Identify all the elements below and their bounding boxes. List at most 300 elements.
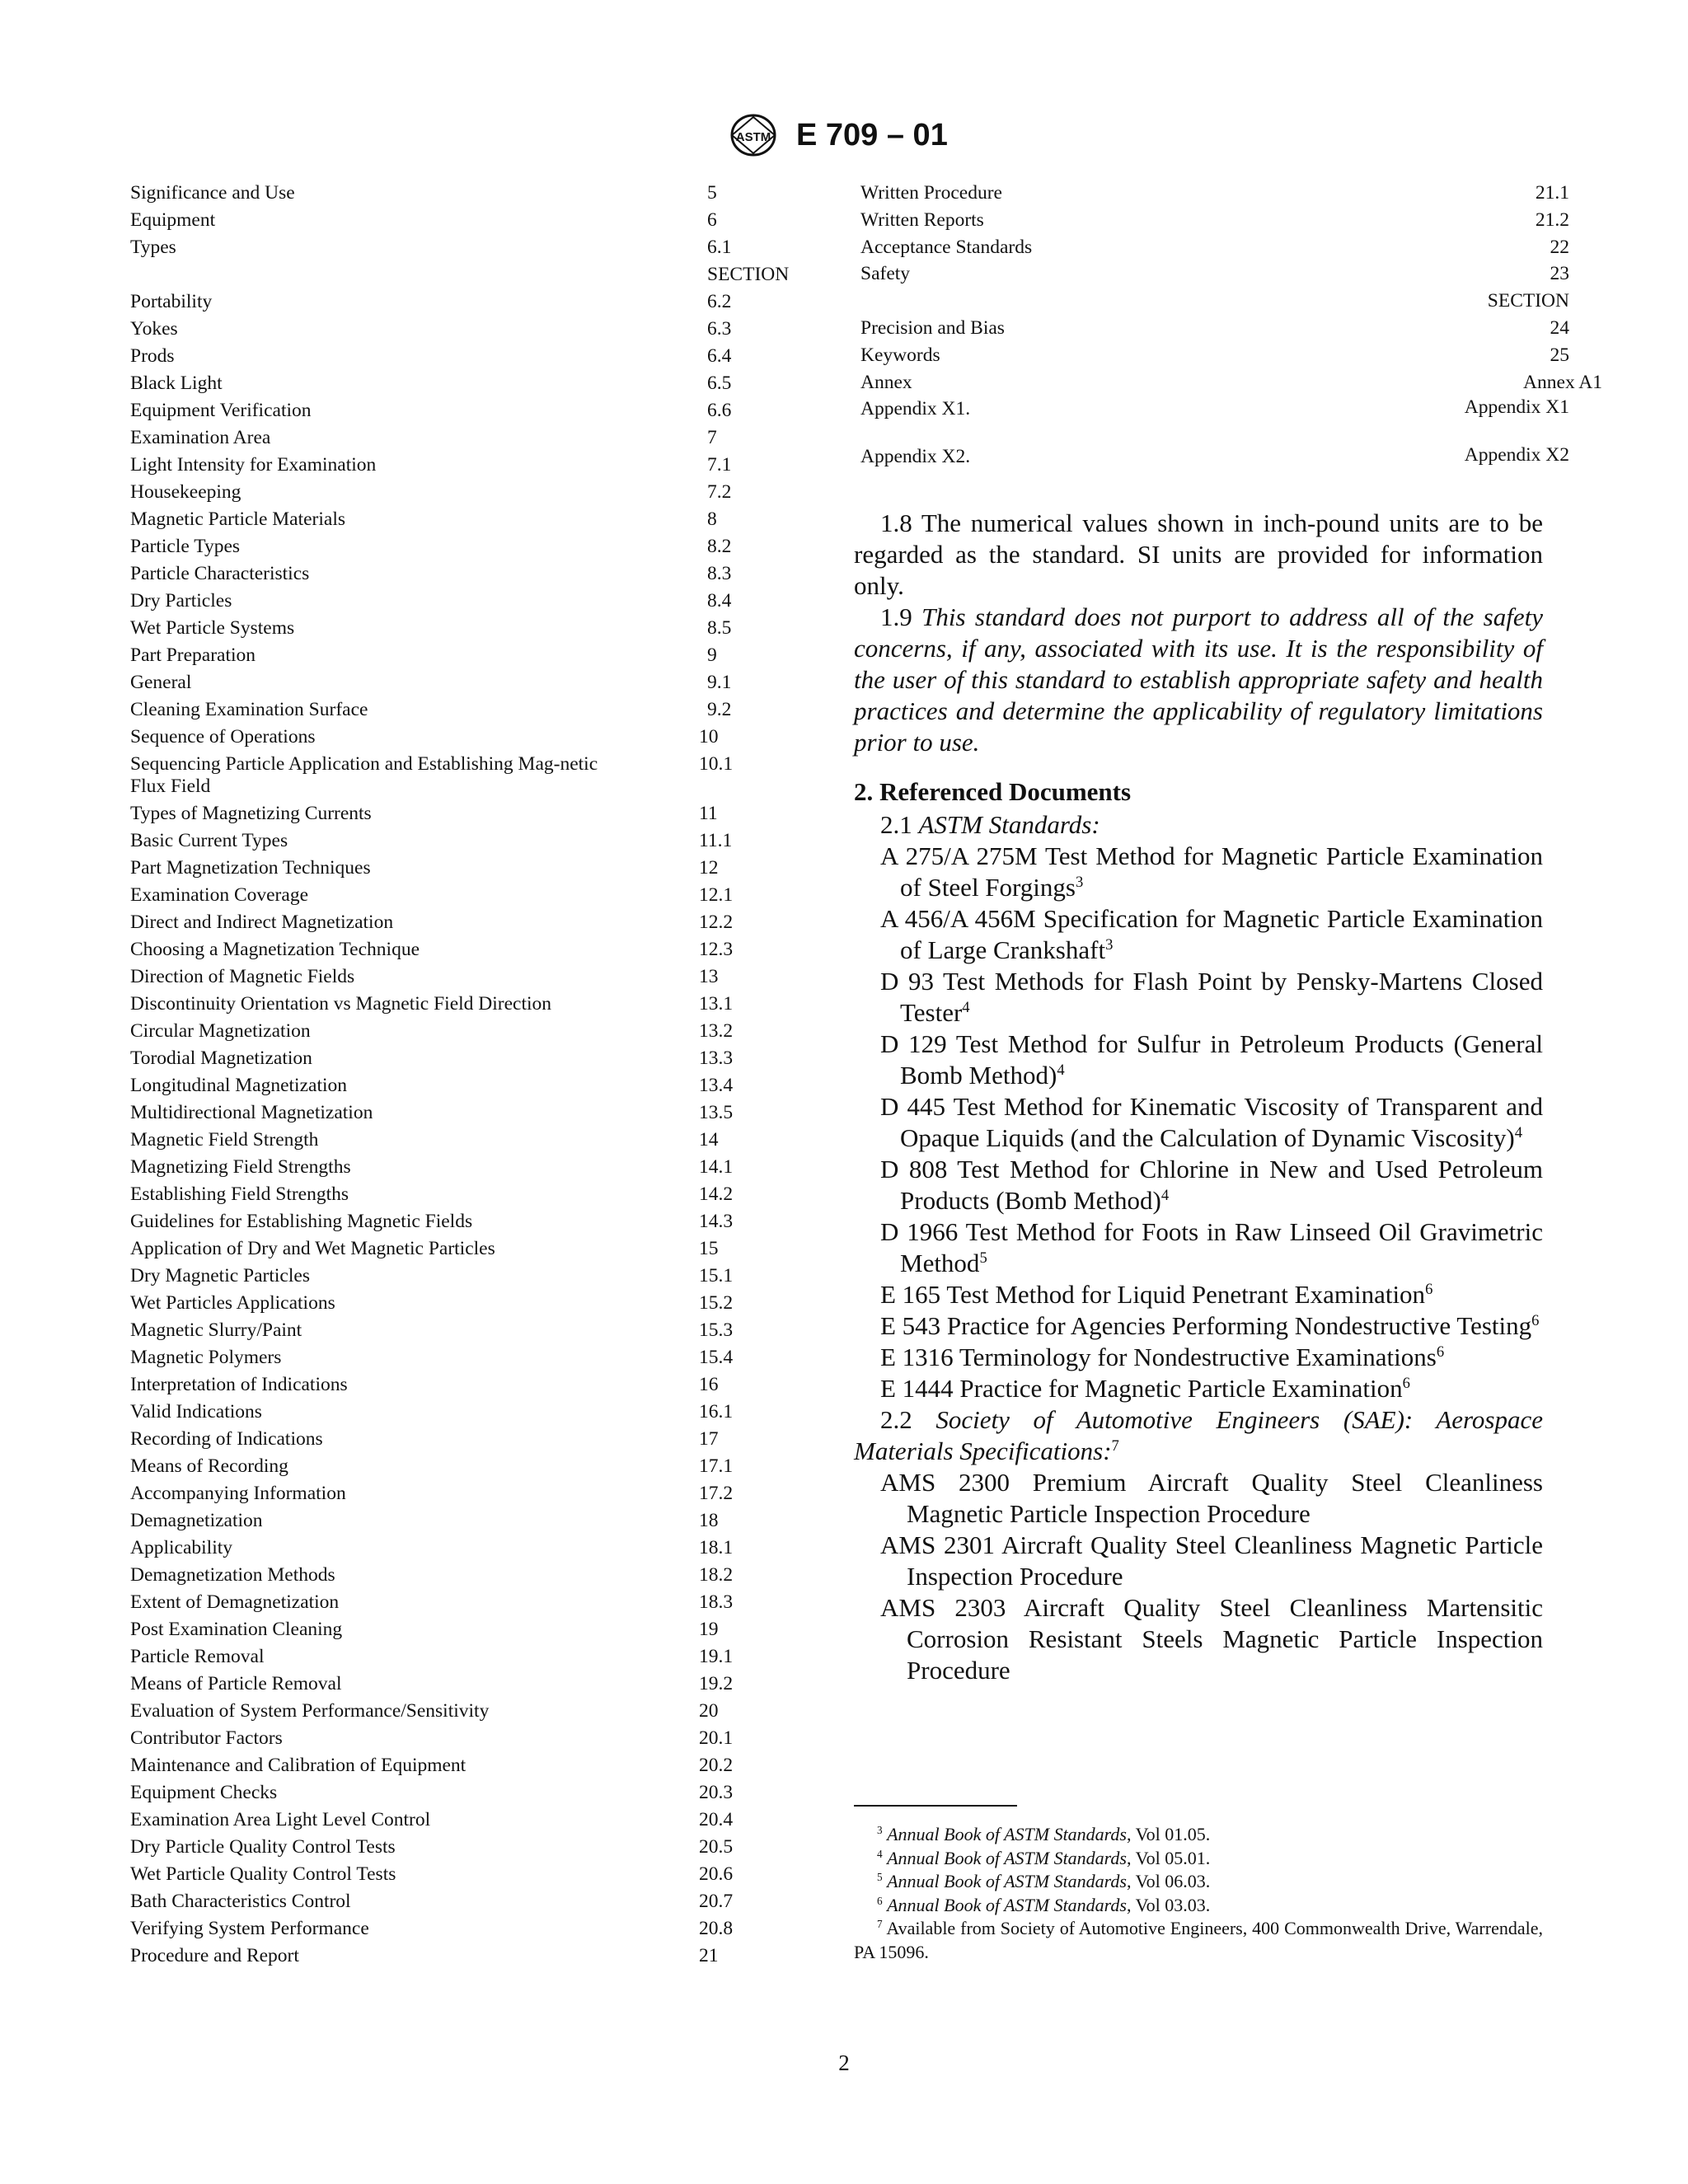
astm-reference-list <box>854 841 1543 1404</box>
toc-entry-title: Magnetic Slurry/Paint <box>130 1319 302 1341</box>
toc-entry <box>130 506 806 533</box>
toc-entry-title: Black Light <box>130 372 223 394</box>
toc-entry-section-number: 7.2 <box>707 480 732 503</box>
toc-entry <box>130 751 806 800</box>
toc-entry-title: Post Examination Cleaning <box>130 1618 343 1640</box>
toc-entry <box>130 642 806 669</box>
toc-entry <box>130 588 806 615</box>
toc-entry <box>130 1671 806 1698</box>
toc-entry-section-number: 17.1 <box>699 1455 734 1477</box>
astm-reference <box>854 1154 1543 1216</box>
toc-entry-title: Direct and Indirect Magnetization <box>130 911 394 933</box>
toc-entry <box>130 1779 806 1807</box>
astm-logo-icon <box>724 112 783 158</box>
toc-entry <box>130 1915 806 1943</box>
toc-entry-section-number: 20 <box>699 1699 719 1722</box>
toc-entry-title: Sequence of Operations <box>130 725 316 748</box>
toc-entry-title: Application of Dry and Wet Magnetic Particles <box>130 1237 495 1259</box>
toc-entry-title: Particle Types <box>130 535 241 557</box>
toc-entry-section-number: 12 <box>699 856 719 879</box>
toc-entry-title: Direction of Magnetic Fields <box>130 965 355 987</box>
toc-entry-section-number: 21 <box>699 1944 719 1966</box>
paragraph-1-9-number: 1.9 <box>880 602 912 631</box>
toc-entry <box>130 1072 806 1099</box>
toc-entry-section-number: 14 <box>699 1128 719 1151</box>
footnote-marker: 6 <box>1425 1280 1433 1298</box>
toc-entry-section-number: 6.3 <box>707 317 732 340</box>
toc-entry <box>130 560 806 588</box>
toc-entry-title: Yokes <box>130 317 178 340</box>
toc-entry-title: General <box>130 671 192 693</box>
toc-entry-section-number: 20.6 <box>699 1863 734 1885</box>
toc-entry-section-number: 15.4 <box>699 1346 734 1368</box>
toc-entry <box>130 882 806 909</box>
toc-entry-section-number: 11.1 <box>699 829 733 851</box>
section-label-text: SECTION <box>1487 290 1569 312</box>
toc-entry <box>130 1290 806 1317</box>
toc-entry-section-number: 6.2 <box>707 290 732 312</box>
toc-entry-title: Establishing Field Strengths <box>130 1183 349 1205</box>
toc-entry-section-number: 9.1 <box>707 671 732 693</box>
toc-entry-title: Types of Magnetizing Currents <box>130 802 372 824</box>
toc-entry <box>860 342 1569 369</box>
toc-entry-title: Basic Current Types <box>130 829 288 851</box>
toc-entry-section-number: 8.5 <box>707 616 732 639</box>
toc-entry <box>130 936 806 963</box>
toc-entry-title: Dry Particle Quality Control Tests <box>130 1835 396 1858</box>
section-label-text: SECTION <box>707 264 790 285</box>
toc-entry-section-number: 13.1 <box>699 992 734 1015</box>
toc-entry-section-number: 23 <box>1550 263 1569 285</box>
body-text <box>854 508 1543 1686</box>
toc-entry-title: Examination Coverage <box>130 883 308 906</box>
toc-entry <box>130 1154 806 1181</box>
toc-entry-section-number: 13.3 <box>699 1047 734 1069</box>
toc-entry-title: Longitudinal Magnetization <box>130 1074 348 1096</box>
toc-entry-title: Dry Magnetic Particles <box>130 1264 310 1286</box>
footnote-marker: 6 <box>1531 1311 1540 1329</box>
toc-entry-section-number: 6.1 <box>707 237 732 258</box>
toc-entry-section-number: 18 <box>699 1509 719 1531</box>
toc-entry-section-number: 19.1 <box>699 1645 734 1667</box>
paragraph-2-1-number: 2.1 <box>880 810 912 839</box>
paragraph-2-2 <box>854 1404 1543 1467</box>
toc-entry-section-number: 20.4 <box>699 1808 734 1830</box>
footnote-mark: 5 <box>877 1871 883 1884</box>
toc-entry-title: Keywords <box>860 344 940 366</box>
toc-entry-title: Equipment Verification <box>130 399 312 421</box>
toc-section-label <box>130 261 806 288</box>
toc-entry-section-number: 7.1 <box>707 453 732 476</box>
toc-entry-title: Part Preparation <box>130 644 256 666</box>
toc-entry-section-number: 6 <box>707 209 717 231</box>
toc-entry <box>860 396 1569 443</box>
footnote-volume: , Vol 03.03. <box>1126 1894 1211 1915</box>
footnote-volume: , Vol 06.03. <box>1126 1871 1211 1891</box>
toc-entry-title: Means of Recording <box>130 1455 288 1477</box>
paragraph-2-1 <box>854 809 1543 841</box>
footnote-volume: , Vol 01.05. <box>1126 1824 1211 1844</box>
toc-entry <box>130 180 806 207</box>
paragraph-2-2-label: Society of Automotive Engineers (SAE): Aerospace Materials Specifications: <box>854 1405 1543 1465</box>
toc-entry-section-number: 6.5 <box>707 372 732 394</box>
toc-entry-section-number: 6.6 <box>707 399 732 421</box>
toc-entry <box>130 1725 806 1752</box>
toc-entry-title: Examination Area Light Level Control <box>130 1808 431 1830</box>
toc-entry <box>130 669 806 696</box>
footnote-source: Annual Book of ASTM Standards <box>887 1847 1127 1868</box>
toc-entry-section-number: 17.2 <box>699 1482 734 1504</box>
sae-reference: AMS 2301 Aircraft Quality Steel Cleanliness Magnetic Particle Inspection Procedure <box>880 1530 1543 1591</box>
toc-entry-title: Part Magnetization Techniques <box>130 856 371 879</box>
toc-entry-section-number: 19 <box>699 1618 719 1640</box>
footnote-text: Available from Society of Automotive Engineers, 400 Commonwealth Drive, Warrendale, PA 15096. <box>854 1918 1543 1962</box>
footnote-marker: 3 <box>1076 873 1084 891</box>
toc-entry-title: Written Reports <box>860 209 984 231</box>
toc-entry-section-number: 10.1 <box>699 752 734 775</box>
toc-entry <box>130 724 806 751</box>
footnote <box>854 1847 1543 1871</box>
toc-entry-section-number: 10 <box>699 725 719 748</box>
reference-text: A 275/A 275M Test Method for Magnetic Particle Examination of Steel Forgings <box>880 841 1543 902</box>
toc-entry <box>130 963 806 991</box>
toc-entry <box>130 1507 806 1535</box>
astm-reference <box>854 841 1543 903</box>
reference-text: D 93 Test Methods for Flash Point by Pensky-Martens Closed Tester <box>880 967 1543 1027</box>
toc-entry-title: Annex <box>860 371 912 393</box>
toc-entry <box>130 1045 806 1072</box>
toc-entry-section-number: 18.3 <box>699 1591 734 1613</box>
toc-entry <box>130 1589 806 1616</box>
toc-entry <box>130 1426 806 1453</box>
toc-entry-section-number: 25 <box>1550 344 1569 366</box>
astm-reference <box>854 1216 1543 1279</box>
toc-entry-section-number: 8 <box>707 508 717 530</box>
toc-entry-section-number: 20.1 <box>699 1727 734 1749</box>
toc-entry-section-number: 19.2 <box>699 1672 734 1694</box>
toc-entry-title: Multidirectional Magnetization <box>130 1101 373 1123</box>
toc-entry-section-number: 8.4 <box>707 589 732 612</box>
reference-text: D 445 Test Method for Kinematic Viscosity of Transparent and Opaque Liquids (and the Calculation of Dynamic Viscosity) <box>880 1092 1543 1152</box>
toc-section-label <box>860 288 1569 315</box>
toc-entry-title: Dry Particles <box>130 589 232 612</box>
toc-entry <box>130 1099 806 1127</box>
toc-entry <box>130 615 806 642</box>
toc-entry-section-number: 14.3 <box>699 1210 734 1232</box>
toc-entry <box>130 479 806 506</box>
toc-entry-section-number: 15.1 <box>699 1264 734 1286</box>
toc-entry <box>130 1399 806 1426</box>
footnote-marker: 4 <box>1514 1123 1523 1141</box>
footnote-source: Annual Book of ASTM Standards <box>887 1824 1127 1844</box>
footnote-marker: 5 <box>979 1249 987 1267</box>
toc-entry-section-number: 11 <box>699 802 718 824</box>
astm-reference <box>854 1373 1543 1404</box>
toc-entry <box>130 397 806 424</box>
toc-entry <box>860 207 1569 234</box>
toc-entry-section-number: 21.1 <box>1535 182 1569 204</box>
toc-entry-title: Choosing a Magnetization Technique <box>130 938 420 960</box>
astm-reference <box>854 1091 1543 1154</box>
toc-entry <box>860 315 1569 342</box>
toc-entry-title: Procedure and Report <box>130 1944 299 1966</box>
toc-entry-section-number: 14.1 <box>699 1155 734 1178</box>
footnote <box>854 1917 1543 1964</box>
toc-entry <box>130 800 806 827</box>
toc-entry-section-number: Appendix X1 <box>1464 396 1569 419</box>
toc-entry <box>860 260 1569 288</box>
toc-entry-title: Evaluation of System Performance/Sensitivity <box>130 1699 490 1722</box>
toc-entry <box>860 369 1602 396</box>
toc-entry-section-number: 21.2 <box>1535 209 1569 231</box>
table-of-contents-right <box>860 180 1602 491</box>
toc-entry-title: Discontinuity Orientation vs Magnetic Field Direction <box>130 992 552 1015</box>
toc-entry-title: Maintenance and Calibration of Equipment <box>130 1754 467 1776</box>
toc-entry-section-number: 20.3 <box>699 1781 734 1803</box>
toc-entry-section-number: 13.4 <box>699 1074 734 1096</box>
toc-entry-title: Wet Particles Applications <box>130 1291 335 1314</box>
footnote-marker: 6 <box>1436 1343 1445 1361</box>
toc-entry <box>130 991 806 1018</box>
toc-entry <box>130 855 806 882</box>
toc-entry-section-number: 18.1 <box>699 1536 734 1558</box>
toc-entry-section-number: 20.7 <box>699 1890 734 1912</box>
reference-text: A 456/A 456M Specification for Magnetic Particle Examination of Large Crankshaft <box>880 904 1543 964</box>
toc-entry-title: Magnetizing Field Strengths <box>130 1155 351 1178</box>
footnote-source: Annual Book of ASTM Standards <box>887 1894 1127 1915</box>
toc-entry <box>860 180 1569 207</box>
footnote-mark: 6 <box>877 1894 883 1907</box>
document-designation: E 709 – 01 <box>796 118 948 152</box>
toc-entry-section-number: 9.2 <box>707 698 732 720</box>
toc-entry <box>130 1208 806 1235</box>
toc-entry <box>130 1834 806 1861</box>
svg-text:ASTM: ASTM <box>735 130 771 144</box>
toc-entry-title: Acceptance Standards <box>860 236 1033 258</box>
toc-entry <box>130 1698 806 1725</box>
toc-entry <box>860 443 1569 491</box>
toc-entry-title: Demagnetization <box>130 1509 263 1531</box>
toc-entry-section-number: 13.2 <box>699 1019 734 1042</box>
toc-entry-title: Interpretation of Indications <box>130 1373 348 1395</box>
toc-entry-title: Types <box>130 237 176 258</box>
toc-entry <box>130 1480 806 1507</box>
toc-entry-section-number: Annex A1 <box>1523 371 1602 393</box>
toc-entry-title: Wet Particle Quality Control Tests <box>130 1863 396 1885</box>
toc-entry-title: Magnetic Particle Materials <box>130 508 346 530</box>
toc-entry-title: Prods <box>130 344 175 367</box>
footnote <box>854 1823 1543 1847</box>
paragraph-1-9-text: This standard does not purport to address all of the safety concerns, if any, associated with its use. It is the responsibility of the user of this standard to establish appropriate safety and health practices and determine the applicability of regulatory limitations prior to use. <box>854 602 1543 757</box>
footnote-marker: 6 <box>1402 1374 1410 1392</box>
toc-entry-title: Guidelines for Establishing Magnetic Fields <box>130 1210 473 1232</box>
toc-entry-section-number: 15.3 <box>699 1319 734 1341</box>
toc-entry <box>130 1317 806 1344</box>
footnote <box>854 1894 1543 1918</box>
toc-entry <box>130 1888 806 1915</box>
toc-entry-section-number: 5 <box>707 182 717 204</box>
astm-reference <box>854 1279 1543 1310</box>
toc-entry <box>130 1181 806 1208</box>
toc-entry-title: Recording of Indications <box>130 1427 323 1450</box>
toc-entry-section-number: 16.1 <box>699 1400 734 1422</box>
astm-reference <box>854 1029 1543 1091</box>
toc-entry-section-number: 12.1 <box>699 883 734 906</box>
toc-entry-title: Light Intensity for Examination <box>130 453 377 476</box>
toc-entry-section-number: 24 <box>1550 316 1569 339</box>
toc-entry-section-number: 14.2 <box>699 1183 734 1205</box>
paragraph-2-2-number: 2.2 <box>880 1405 912 1434</box>
reference-text: E 1316 Terminology for Nondestructive Examinations <box>880 1343 1437 1371</box>
paragraph-1-9 <box>854 602 1543 758</box>
reference-text: D 808 Test Method for Chlorine in New and Used Petroleum Products (Bomb Method) <box>880 1155 1543 1215</box>
toc-entry-section-number: 8.2 <box>707 535 732 557</box>
page-number: 2 <box>838 2050 850 2075</box>
toc-entry <box>130 316 806 343</box>
toc-entry-section-number: 13.5 <box>699 1101 734 1123</box>
footnote-marker: 4 <box>1057 1061 1065 1079</box>
toc-entry <box>130 1752 806 1779</box>
toc-entry-section-number: 12.2 <box>699 911 734 933</box>
footnote-volume: , Vol 05.01. <box>1126 1847 1211 1868</box>
toc-entry-section-number: 20.5 <box>699 1835 734 1858</box>
toc-entry <box>130 452 806 479</box>
toc-entry <box>130 696 806 724</box>
toc-entry <box>130 288 806 316</box>
sae-reference: AMS 2303 Aircraft Quality Steel Cleanliness Martensitic Corrosion Resistant Steels Magnetic Particle Inspection Procedure <box>880 1593 1543 1685</box>
toc-entry-section-number: 13 <box>699 965 719 987</box>
footnote-source: Annual Book of ASTM Standards <box>887 1871 1127 1891</box>
toc-entry-title: Appendix X1. <box>860 398 971 420</box>
toc-entry-title: Significance and Use <box>130 182 295 204</box>
footnote-mark: 3 <box>877 1824 883 1837</box>
toc-entry <box>130 234 806 261</box>
toc-entry-title: Particle Removal <box>130 1645 265 1667</box>
toc-entry <box>130 1943 806 1970</box>
toc-entry-section-number: 8.3 <box>707 562 732 584</box>
reference-text: E 165 Test Method for Liquid Penetrant Examination <box>880 1280 1426 1309</box>
footnote <box>854 1870 1543 1894</box>
toc-entry <box>130 1562 806 1589</box>
toc-entry-section-number: 6.4 <box>707 344 732 367</box>
toc-entry <box>130 827 806 855</box>
toc-entry-section-number: 15.2 <box>699 1291 734 1314</box>
toc-entry <box>130 1371 806 1399</box>
reference-text: E 543 Practice for Agencies Performing Nondestructive Testing <box>880 1311 1532 1340</box>
toc-entry-section-number: Appendix X2 <box>1464 444 1569 466</box>
paragraph-2-1-label: ASTM Standards: <box>918 810 1100 839</box>
footnote-marker: 7 <box>1111 1436 1119 1455</box>
toc-entry-title: Particle Characteristics <box>130 562 310 584</box>
toc-entry <box>130 343 806 370</box>
toc-entry <box>130 1643 806 1671</box>
footnote-mark: 4 <box>877 1847 883 1860</box>
toc-entry <box>130 533 806 560</box>
paragraph-1-8: 1.8 The numerical values shown in inch-pound units are to be regarded as the standard. SI units are provided for information only. <box>854 509 1543 600</box>
toc-entry-section-number: 18.2 <box>699 1563 734 1586</box>
toc-entry-title: Demagnetization Methods <box>130 1563 335 1586</box>
section-heading-referenced-documents: 2. Referenced Documents <box>854 777 1132 806</box>
toc-entry <box>130 1616 806 1643</box>
footnote-mark: 7 <box>877 1918 883 1931</box>
sae-reference-list <box>854 1467 1543 1686</box>
toc-entry-title: Torodial Magnetization <box>130 1047 312 1069</box>
toc-entry-section-number: 7 <box>707 426 717 448</box>
toc-entry-title: Applicability <box>130 1536 233 1558</box>
toc-entry-title: Magnetic Polymers <box>130 1346 282 1368</box>
reference-text: D 1966 Test Method for Foots in Raw Linseed Oil Gravimetric Method <box>880 1217 1543 1277</box>
toc-entry <box>130 207 806 234</box>
toc-entry-section-number: 15 <box>699 1237 719 1259</box>
toc-entry <box>130 1807 806 1834</box>
astm-reference <box>854 903 1543 966</box>
footnote-marker: 4 <box>962 998 970 1016</box>
toc-entry <box>130 1127 806 1154</box>
toc-entry-title: Examination Area <box>130 426 271 448</box>
toc-entry-title: Circular Magnetization <box>130 1019 311 1042</box>
toc-entry <box>130 1235 806 1263</box>
toc-entry-title: Wet Particle Systems <box>130 616 295 639</box>
toc-entry-title: Accompanying Information <box>130 1482 346 1504</box>
table-of-contents-left <box>130 180 806 1970</box>
toc-entry-title: Bath Characteristics Control <box>130 1890 351 1912</box>
toc-entry-title: Valid Indications <box>130 1400 262 1422</box>
toc-entry-section-number: 17 <box>699 1427 719 1450</box>
toc-entry-title: Verifying System Performance <box>130 1917 369 1939</box>
reference-text: E 1444 Practice for Magnetic Particle Examination <box>880 1374 1403 1403</box>
toc-entry-section-number: 20.2 <box>699 1754 734 1776</box>
toc-entry-title: Extent of Demagnetization <box>130 1591 340 1613</box>
footnote-marker: 3 <box>1105 935 1114 954</box>
toc-entry-title: Precision and Bias <box>860 316 1005 339</box>
toc-entry-section-number: 20.8 <box>699 1917 734 1939</box>
toc-entry-title: Magnetic Field Strength <box>130 1128 319 1151</box>
astm-reference <box>854 1342 1543 1373</box>
toc-entry-section-number: 12.3 <box>699 938 734 960</box>
sae-reference: AMS 2300 Premium Aircraft Quality Steel Cleanliness Magnetic Particle Inspection Procedure <box>880 1468 1543 1528</box>
astm-reference <box>854 966 1543 1029</box>
toc-entry-title: Written Procedure <box>860 182 1002 204</box>
toc-entry-title: Means of Particle Removal <box>130 1672 342 1694</box>
page-header <box>0 112 1688 158</box>
astm-reference <box>854 1310 1543 1342</box>
footnotes <box>854 1823 1543 1964</box>
toc-entry <box>130 1535 806 1562</box>
toc-entry <box>130 1018 806 1045</box>
toc-entry-title: Safety <box>860 263 911 285</box>
toc-entry <box>130 424 806 452</box>
toc-entry-title: Equipment <box>130 209 216 231</box>
toc-entry-title: Cleaning Examination Surface <box>130 698 368 720</box>
toc-entry-title: Contributor Factors <box>130 1727 283 1749</box>
toc-entry <box>130 370 806 397</box>
toc-entry <box>130 909 806 936</box>
footnote-marker: 4 <box>1160 1186 1170 1204</box>
toc-entry-section-number: 16 <box>699 1373 719 1395</box>
toc-entry-title: Sequencing Particle Application and Establishing Mag-netic Flux Field <box>130 752 598 797</box>
toc-entry-section-number: 9 <box>707 644 717 666</box>
footnote-divider <box>854 1805 1017 1807</box>
toc-entry <box>130 1344 806 1371</box>
toc-entry-title: Appendix X2. <box>860 446 971 468</box>
toc-entry-title: Housekeeping <box>130 480 241 503</box>
reference-text: D 129 Test Method for Sulfur in Petroleum Products (General Bomb Method) <box>880 1029 1543 1090</box>
toc-entry <box>130 1263 806 1290</box>
toc-entry-title: Equipment Checks <box>130 1781 278 1803</box>
toc-entry <box>860 234 1569 261</box>
toc-entry <box>130 1861 806 1888</box>
toc-entry-section-number: 22 <box>1550 236 1569 258</box>
